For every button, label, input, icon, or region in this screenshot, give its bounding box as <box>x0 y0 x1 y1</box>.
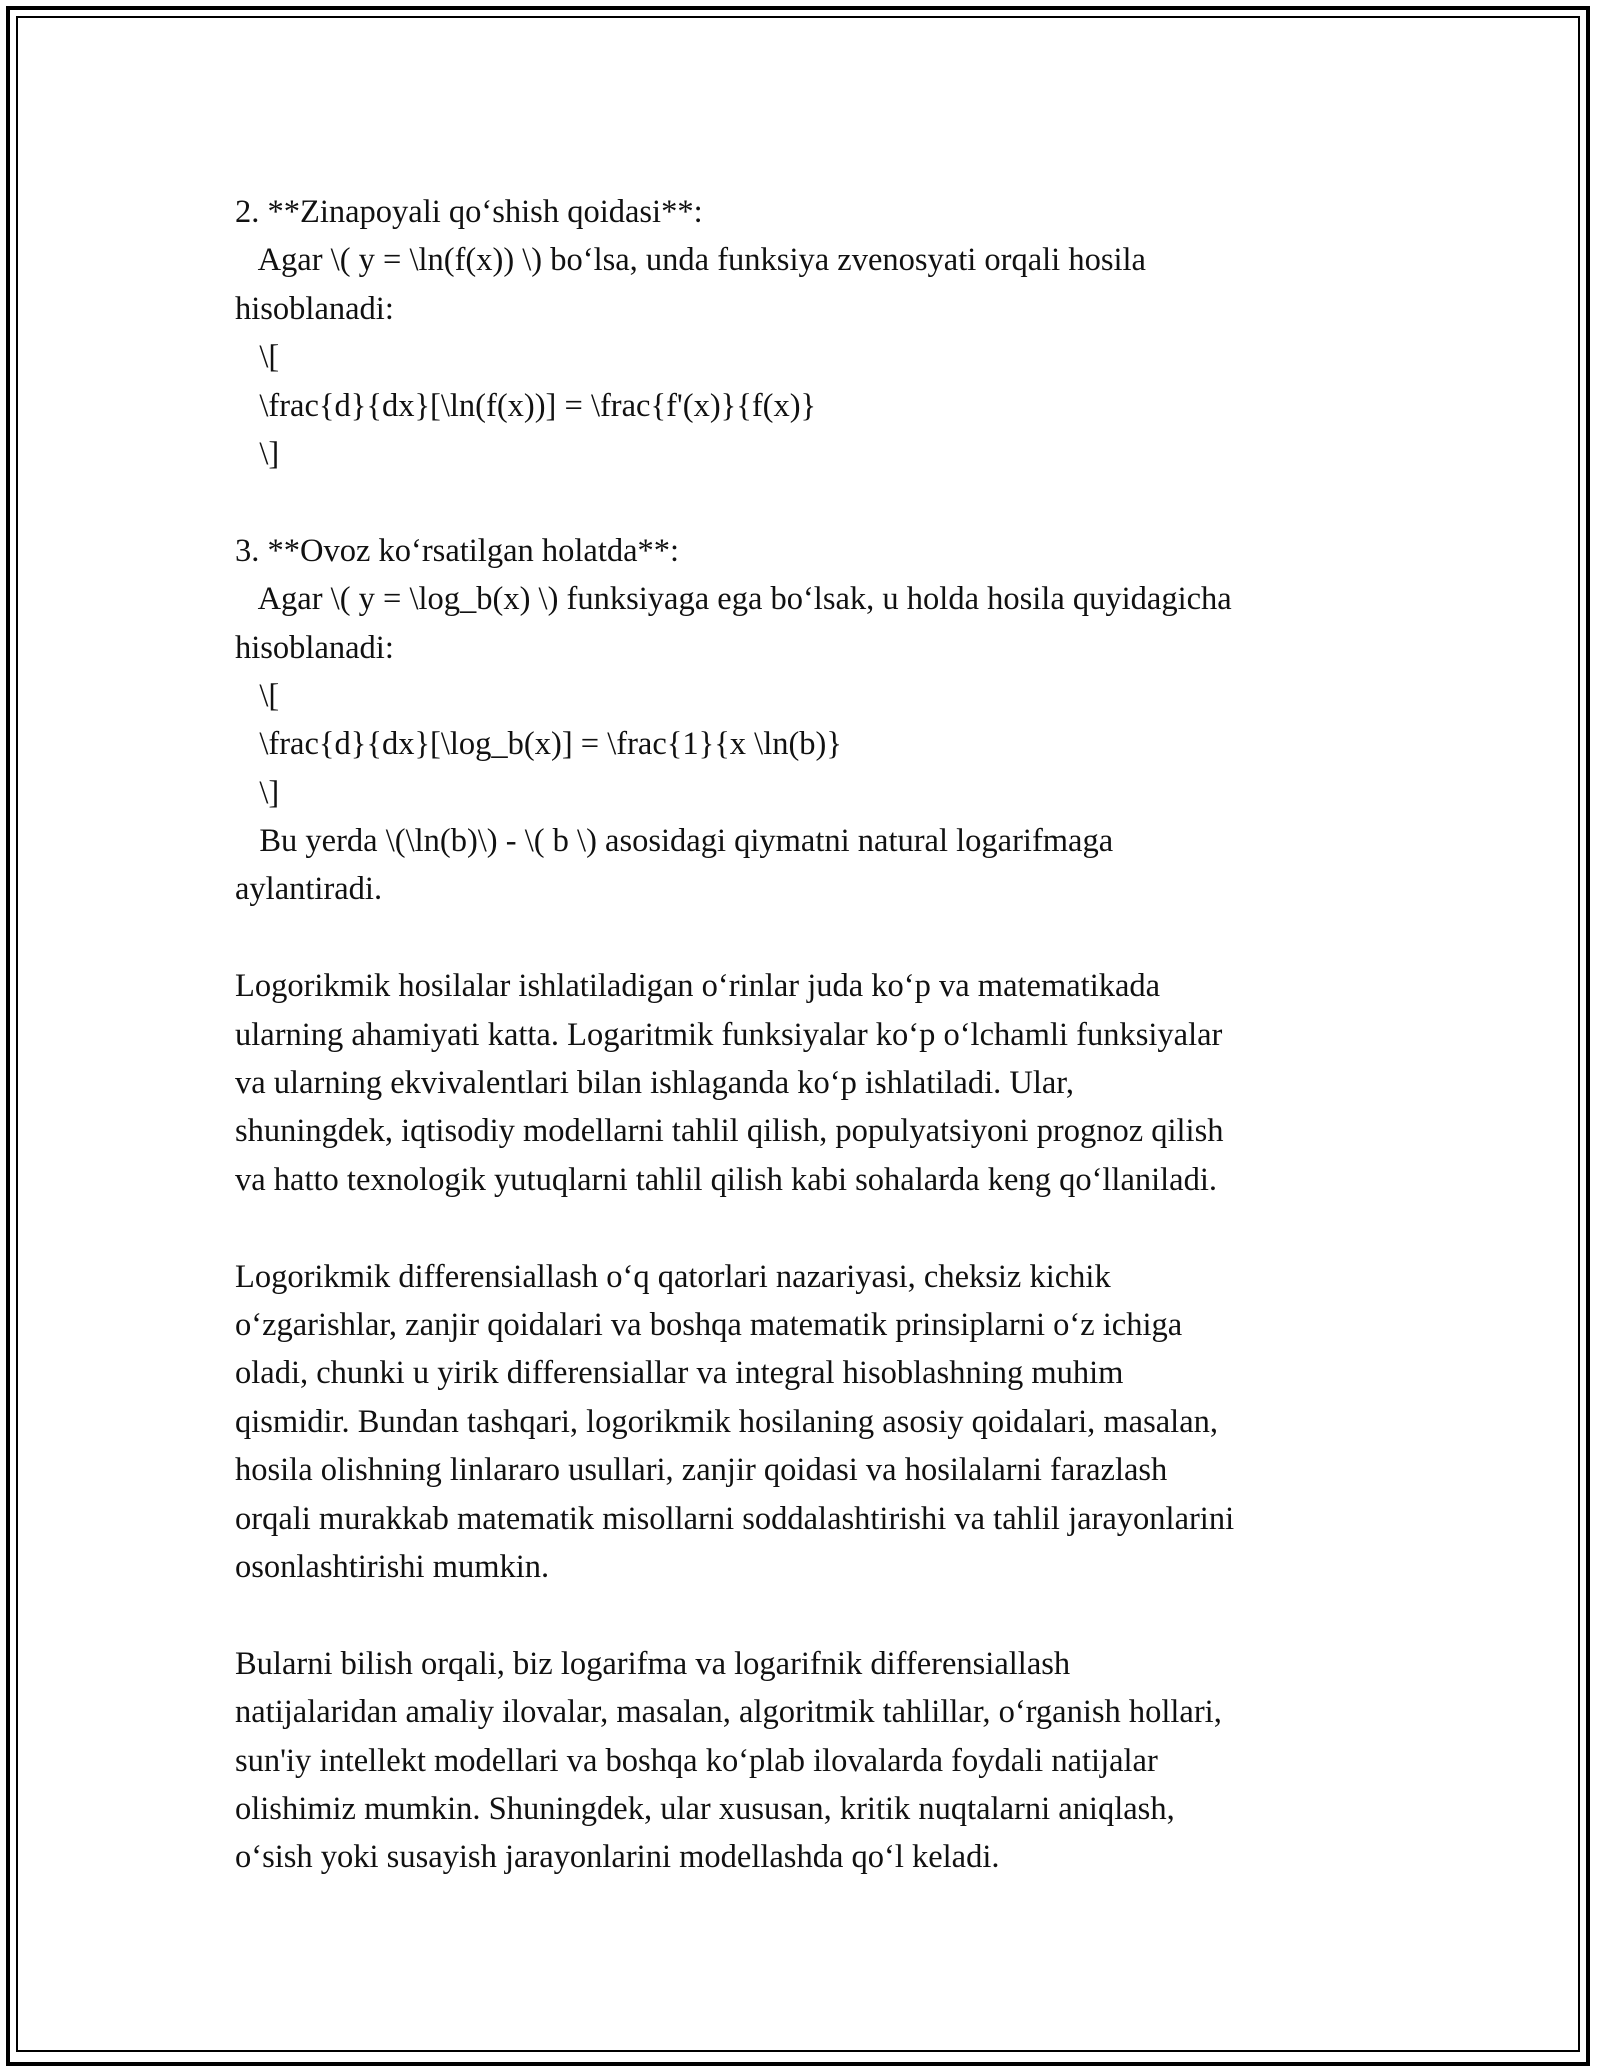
text-line: va hatto texnologik yutuqlarni tahlil qilish kabi sohalarda keng qo‘llaniladi. <box>235 1161 1218 1198</box>
blank-line <box>235 914 1375 962</box>
text-line: qismidir. Bundan tashqari, logorikmik hosilaning asosiy qoidalari, masalan, <box>235 1403 1218 1440</box>
text-line: hisoblanadi: <box>235 290 394 327</box>
text-line: Bu yerda \(\ln(b)\) - \( b \) asosidagi qiymatni natural logarifmaga <box>235 823 1114 860</box>
blank-line <box>235 478 1375 526</box>
text-line: olishimiz mumkin. Shuningdek, ular xususan, kritik nuqtalarni aniqlash, <box>235 1790 1175 1827</box>
text-line: va ularning ekvivalentlari bilan ishlaganda ko‘p ishlatiladi. Ular, <box>235 1065 1074 1102</box>
text-line: Bularni bilish orqali, biz logarifma va logarifnik differensiallash <box>235 1645 1071 1682</box>
text-line: shuningdek, iqtisodiy modellarni tahlil qilish, populyatsiyoni prognoz qilish <box>235 1113 1224 1150</box>
text-line: orqali murakkab matematik misollarni soddalashtirishi va tahlil jarayonlarini <box>235 1500 1235 1537</box>
text-line: o‘sish yoki susayish jarayonlarini modellashda qo‘l keladi. <box>235 1839 1000 1876</box>
text-line: \[ <box>235 339 280 376</box>
text-line: \[ <box>235 677 280 714</box>
text-line: Logorikmik hosilalar ishlatiladigan o‘rinlar juda ko‘p va matematikada <box>235 968 1161 1005</box>
text-line: 2. **Zinapoyali qo‘shish qoidasi**: <box>235 194 703 230</box>
text-line: oladi, chunki u yirik differensiallar va integral hisoblashning muhim <box>235 1355 1124 1392</box>
blank-line <box>235 1591 1375 1639</box>
text-line: hosila olishning linlararo usullari, zanjir qoidasi va hosilalarni farazlash <box>235 1452 1168 1489</box>
text-line: 3. **Ovoz ko‘rsatilgan holatda**: <box>235 532 680 569</box>
text-line: osonlashtirishi mumkin. <box>235 1548 550 1585</box>
text-line: \frac{d}{dx}[\log_b(x)] = \frac{1}{x \ln(b)} <box>235 726 842 763</box>
text-line: hisoblanadi: <box>235 629 394 666</box>
text-line: sun'iy intellekt modellari va boshqa ko‘plab ilovalarda foydali natijalar <box>235 1742 1158 1779</box>
text-line: Agar \( y = \ln(f(x)) \) bo‘lsa, unda funksiya zvenosyati orqali hosila <box>235 242 1146 279</box>
blank-line <box>235 1204 1375 1252</box>
text-line: \] <box>235 774 280 811</box>
text-line: \] <box>235 435 280 472</box>
document-body <box>235 188 1375 1882</box>
text-line: \frac{d}{dx}[\ln(f(x))] = \frac{f'(x)}{f(x)} <box>235 387 817 424</box>
text-line: natijalaridan amaliy ilovalar, masalan, algoritmik tahlillar, o‘rganish hollari, <box>235 1694 1222 1731</box>
text-line: o‘zgarishlar, zanjir qoidalari va boshqa matematik prinsiplarni o‘z ichiga <box>235 1306 1183 1343</box>
text-line: aylantiradi. <box>235 871 383 908</box>
text-line: ularning ahamiyati katta. Logaritmik funksiyalar ko‘p o‘lchamli funksiyalar <box>235 1016 1223 1053</box>
text-line: Logorikmik differensiallash o‘q qatorlari nazariyasi, cheksiz kichik <box>235 1258 1111 1295</box>
text-line: Agar \( y = \log_b(x) \) funksiyaga ega bo‘lsak, u holda hosila quyidagicha <box>235 581 1232 618</box>
